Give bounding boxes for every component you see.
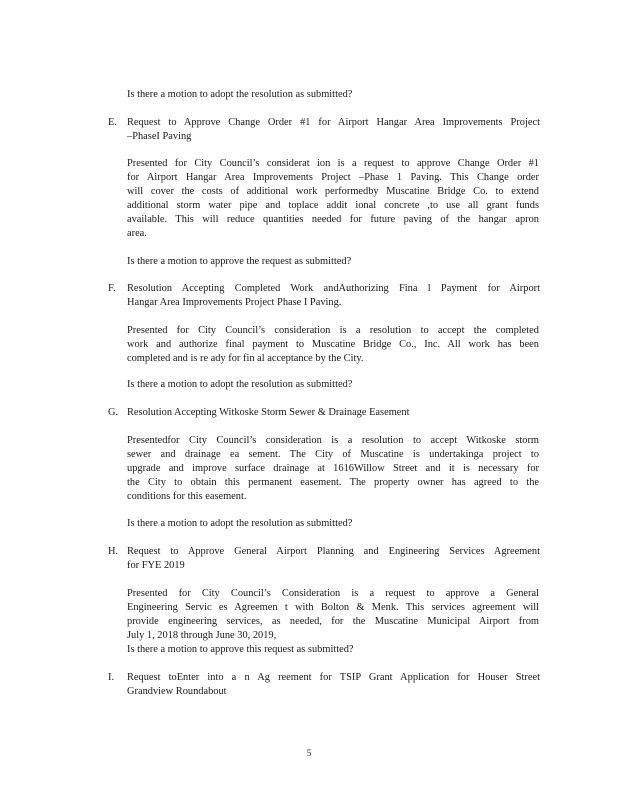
item-letter: E. (108, 117, 117, 128)
agenda-item-g-body (127, 434, 539, 504)
agenda-item-g-question: Is there a motion to adopt the resolution as submitted? (127, 518, 353, 529)
body-line: Presented for City Council’s consideration is a resolution to accept the completed (127, 325, 539, 336)
body-line: upgrade and improve surface drainage at 1616Willow Street and it is necessary for (127, 463, 539, 474)
body-line: will cover the costs of additional work performedby Muscatine Bridge Co. to extend (127, 186, 539, 197)
body-line: available. This will reduce quantities needed for future paving of the hangar apron (127, 214, 539, 225)
body-line: sewer and drainage ea sement. The City of Muscatine is undertakinga project to (127, 449, 539, 460)
body-line: completed and is re ady for fin al acceptance by the City. (127, 353, 364, 364)
body-line: Presentedfor City Council’s consideration is a resolution to accept Witkoske storm (127, 435, 539, 446)
agenda-item-e-question: Is there a motion to approve the request as submitted? (127, 256, 352, 267)
item-title-line: Grandview Roundabout (127, 686, 227, 697)
body-line: area. (127, 228, 147, 239)
item-letter: H. (108, 546, 119, 557)
page-number: 5 (306, 748, 312, 758)
item-letter: G. (108, 407, 119, 418)
agenda-item-g-heading (108, 406, 540, 420)
body-line: work and authorize final payment to Muscatine Bridge Co., Inc. All work has been (127, 339, 539, 350)
body-line: Engineering Servic es Agreemen t with Bolton & Menk. This services agreement will (127, 602, 539, 613)
item-title-line: for FYE 2019 (127, 560, 185, 571)
agenda-item-f-question: Is there a motion to adopt the resolution as submitted? (127, 379, 353, 390)
item-title-line: Resolution Accepting Completed Work andAuthorizing Fina l Payment for Airport (127, 283, 540, 294)
body-line: additional storm water pipe and toplace addit ional concrete ,to use all grant funds (127, 200, 539, 211)
agenda-item-i-heading (108, 671, 540, 699)
item-title-line: –PhaseI Paving (127, 131, 192, 142)
agenda-item-f-heading (108, 282, 540, 310)
top-motion-question: Is there a motion to adopt the resolution as submitted? (127, 89, 353, 100)
item-title-line: Request toEnter into a n Ag reement for TSIP Grant Application for Houser Street (127, 672, 540, 683)
body-line: conditions for this easement. (127, 491, 247, 502)
item-title-line: Request to Approve Change Order #1 for Airport Hangar Area Improvements Project (127, 117, 540, 128)
agenda-item-h-heading (108, 545, 540, 573)
agenda-item-e-heading (108, 116, 540, 144)
agenda-item-h-body (127, 587, 539, 643)
item-letter: F. (108, 283, 116, 294)
item-title-line: Request to Approve General Airport Planning and Engineering Services Agreement (127, 546, 540, 557)
item-letter: I. (108, 672, 115, 683)
item-title-line: Hangar Area Improvements Project Phase I Paving. (127, 297, 342, 308)
body-line: the City to obtain this permanent easement. The property owner has agreed to the (127, 477, 539, 488)
body-line: provide engineering services, as needed, for the Muscatine Municipal Airport from (127, 616, 539, 627)
agenda-item-f-body (127, 324, 539, 366)
item-title-line: Resolution Accepting Witkoske Storm Sewer & Drainage Easement (127, 407, 410, 418)
agenda-item-h-question: Is there a motion to approve this request as submitted? (127, 644, 354, 655)
body-line: Presented for City Council’s considerat ion is a request to approve Change Order #1 (127, 158, 539, 169)
body-line: for Airport Hangar Area Improvements Project –Phase 1 Paving. This Change order (127, 172, 539, 183)
agenda-item-e-body (127, 157, 539, 241)
body-line: July 1, 2018 through June 30, 2019, (127, 630, 277, 641)
body-line: Presented for City Council’s Consideration is a request to approve a General (127, 588, 539, 599)
